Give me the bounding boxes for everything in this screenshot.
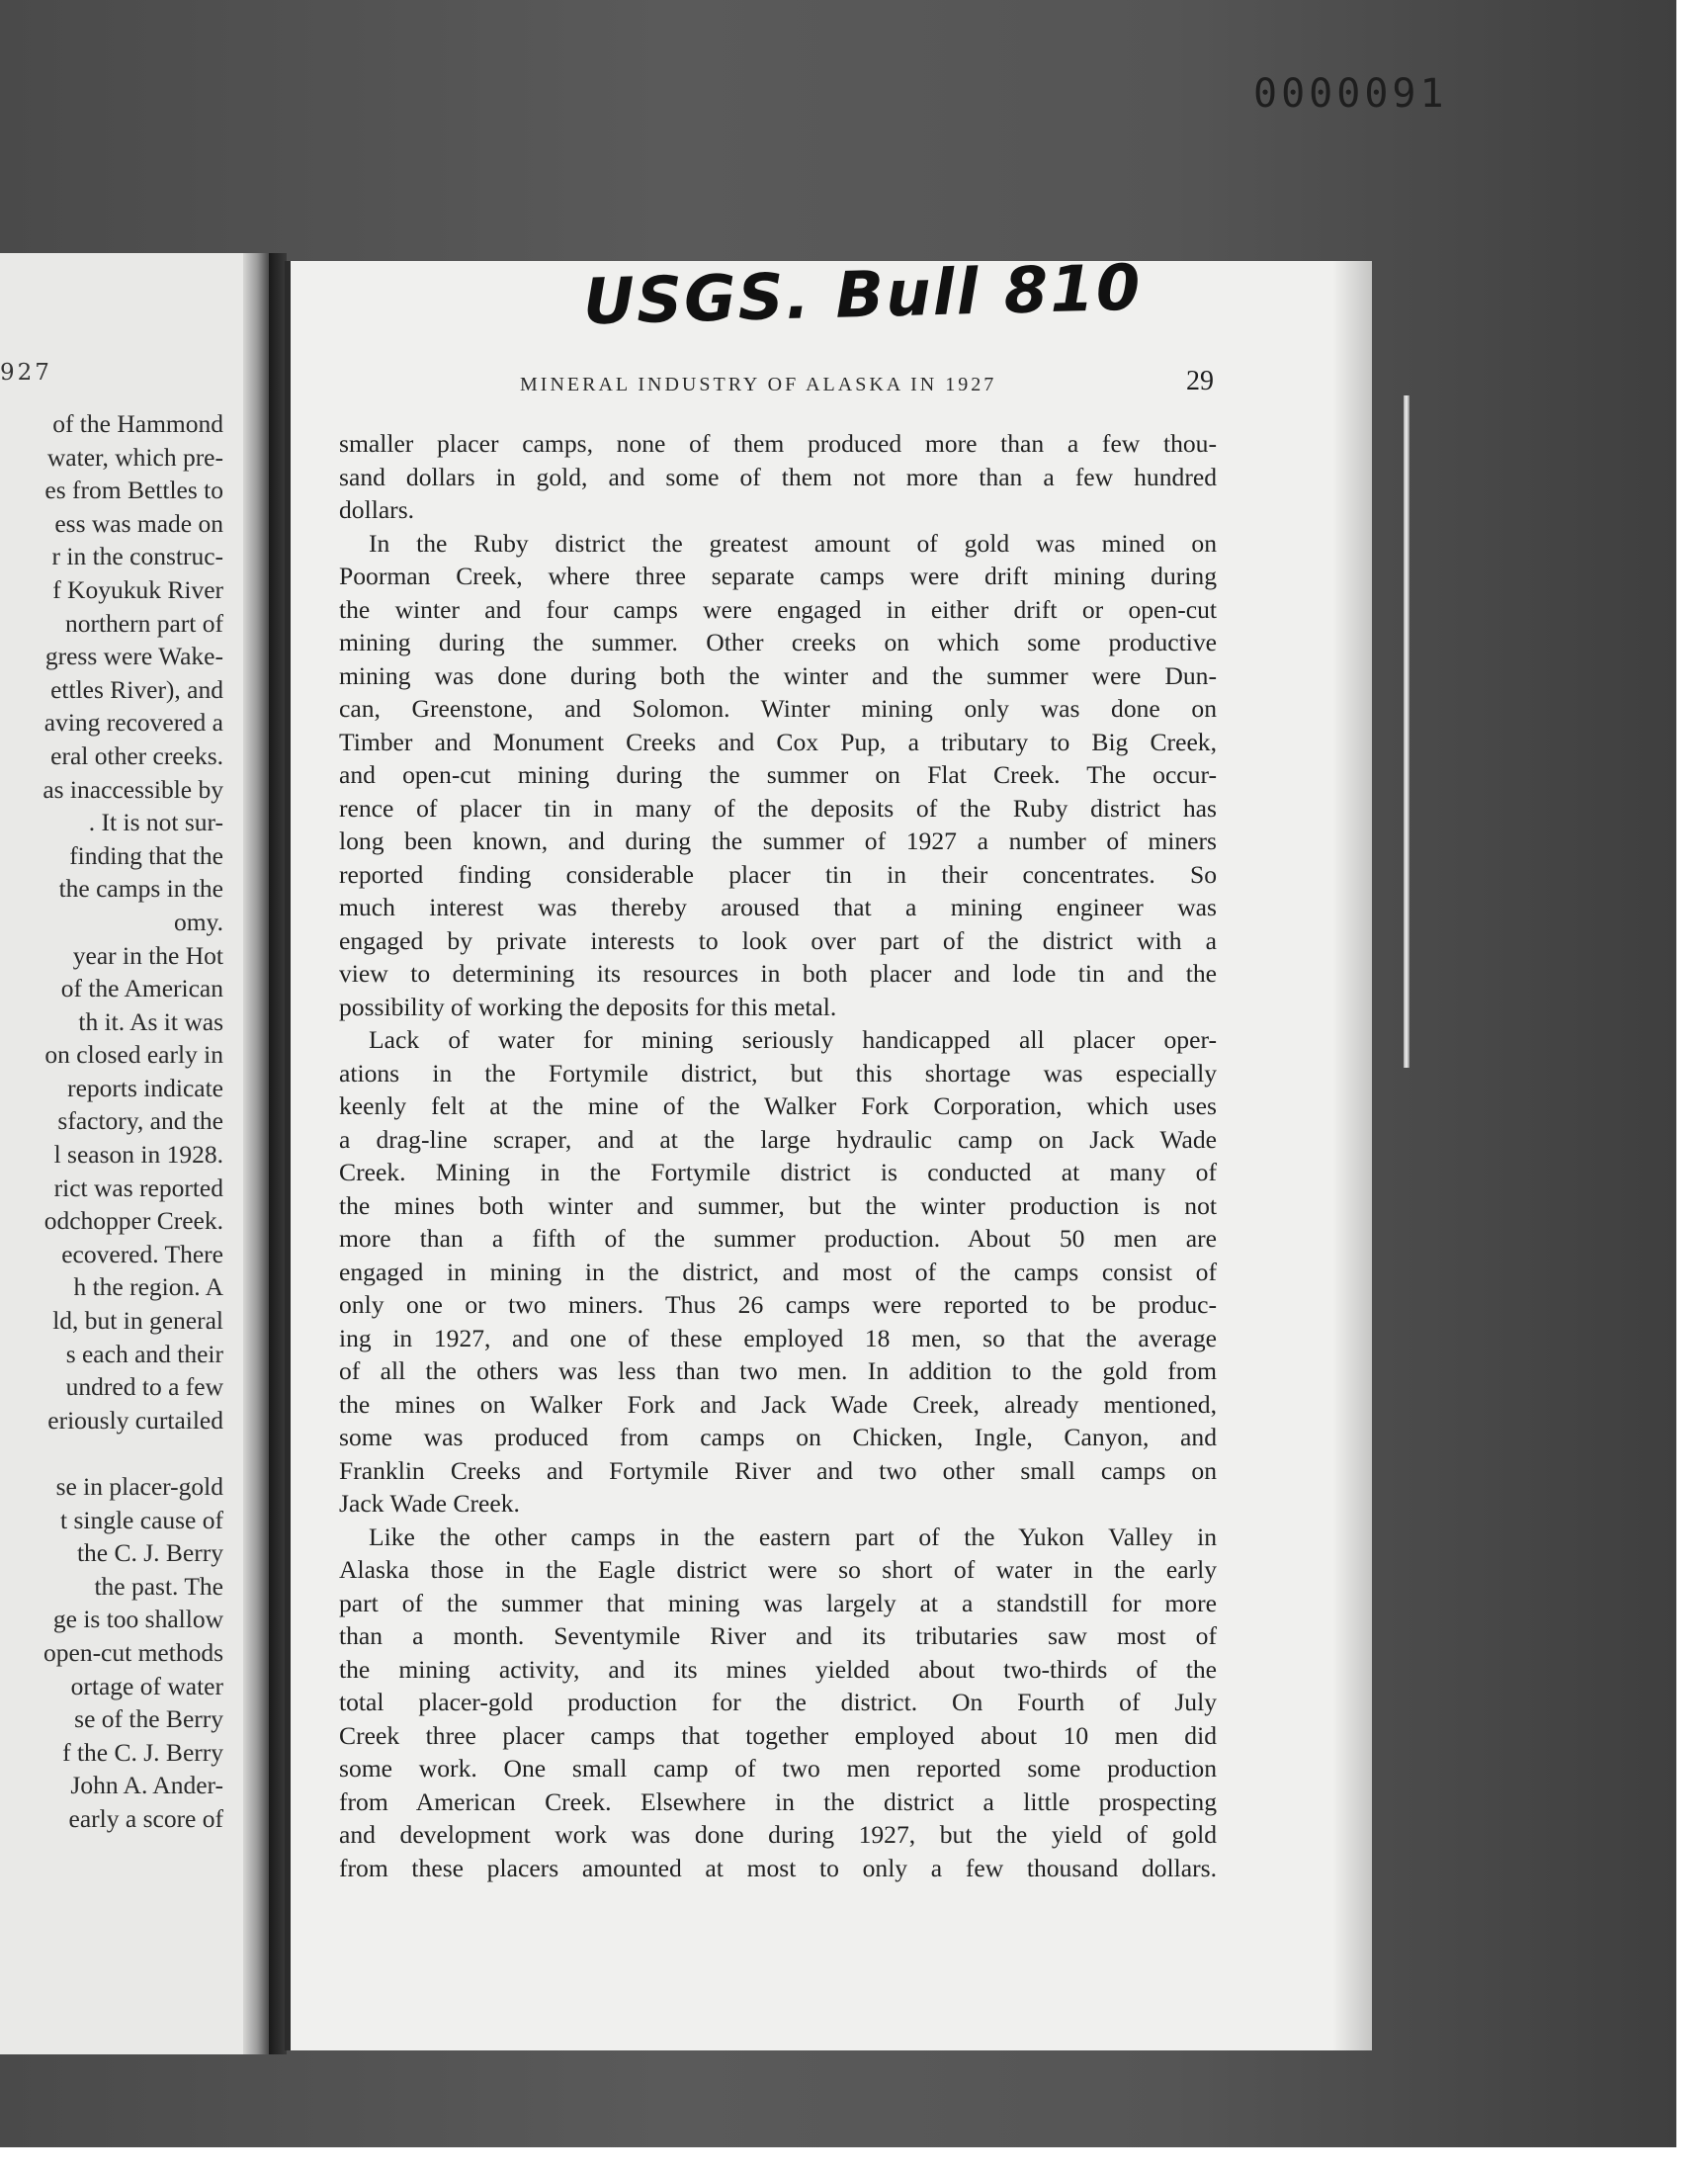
text-line: mining during the summer. Other creeks on which some productive <box>339 628 1217 656</box>
text-line: Creek three placer camps that together employed about 10 men did <box>339 1720 1217 1750</box>
handwritten-annotation: USGS. Bull 810 <box>582 251 1144 340</box>
facing-page-line: omy. <box>173 907 223 936</box>
facing-page-line: finding that the <box>69 840 223 870</box>
facing-page-line: eral other creeks. <box>50 740 223 770</box>
facing-page-line: water, which pre- <box>46 442 223 472</box>
facing-page-line: odchopper Creek. <box>43 1206 223 1236</box>
stamp-number: 0000091 <box>1253 71 1448 117</box>
text-line: long been known, and during the summer of 1927 a number of miners <box>339 826 1217 855</box>
text-line: from American Creek. Elsewhere in the district a little prospecting <box>339 1786 1217 1816</box>
text-line: rence of placer tin in many of the deposits of the Ruby district has <box>339 793 1217 823</box>
text-line: the winter and four camps were engaged in either drift or open-cut <box>339 594 1217 624</box>
text-line: part of the summer that mining was largely at a standstill for more <box>339 1588 1217 1617</box>
text-line: the mines on Walker Fork and Jack Wade Creek, already mentioned, <box>339 1389 1217 1419</box>
page-folio: 29 <box>1186 366 1214 396</box>
facing-page-line: rict was reported <box>53 1173 223 1202</box>
facing-page-line: aving recovered a <box>43 708 223 738</box>
facing-page-line: John A. Ander- <box>70 1771 223 1800</box>
text-line: total placer-gold production for the district. On Fourth of July <box>339 1688 1217 1716</box>
text-line: a drag-line scraper, and at the large hydraulic camp on Jack Wade <box>339 1124 1217 1154</box>
facing-page-line: year in the Hot <box>72 940 223 970</box>
facing-page-text <box>43 407 223 1836</box>
text-line: some was produced from camps on Chicken, Ingle, Canyon, and <box>339 1423 1217 1451</box>
facing-page-line: ortage of water <box>70 1671 223 1700</box>
facing-page-line: s each and their <box>65 1339 223 1368</box>
facing-page-line: undred to a few <box>65 1372 223 1402</box>
text-line: dollars. <box>339 495 415 524</box>
facing-page-line: on closed early in <box>44 1040 223 1070</box>
text-line: In the Ruby district the greatest amount of gold was mined on <box>369 528 1217 558</box>
facing-page-line: ge is too shallow <box>52 1605 223 1634</box>
facing-page-line: northern part of <box>64 608 223 638</box>
text-line: keenly felt at the mine of the Walker Fork Corporation, which uses <box>339 1091 1217 1120</box>
text-line: sand dollars in gold, and some of them not more than a few hundred <box>339 462 1217 491</box>
text-line: ations in the Fortymile district, but this shortage was especially <box>339 1058 1217 1088</box>
text-line: mining was done during both the winter and the summer were Dun- <box>339 660 1217 690</box>
text-line: smaller placer camps, none of them produced more than a few thou- <box>339 429 1217 458</box>
facing-page-line: the camps in the <box>58 874 223 904</box>
text-line: and open-cut mining during the summer on Flat Creek. The occur- <box>339 760 1217 789</box>
text-line: Franklin Creeks and Fortymile River and two other small camps on <box>339 1455 1217 1485</box>
text-line: possibility of working the deposits for this metal. <box>339 992 837 1021</box>
running-head: MINERAL INDUSTRY OF ALASKA IN 1927 <box>520 374 997 395</box>
text-line: can, Greenstone, and Solomon. Winter mining only was done on <box>339 694 1217 723</box>
text-line: Alaska those in the Eagle district were so short of water in the early <box>339 1555 1217 1584</box>
facing-page-line: ld, but in general <box>52 1306 223 1336</box>
facing-page-line: l season in 1928. <box>53 1140 223 1170</box>
facing-page-line: . It is not sur- <box>88 808 223 837</box>
text-line: reported finding considerable placer tin in their concentrates. So <box>339 859 1217 889</box>
text-line: of all the others was less than two men. In addition to the gold from <box>339 1356 1217 1385</box>
facing-page-line: f Koyukuk River <box>52 574 223 604</box>
body-text <box>339 427 1217 1884</box>
facing-page-line: h the region. A <box>73 1272 223 1302</box>
facing-page-line: the past. The <box>94 1571 223 1601</box>
text-line: ing in 1927, and one of these employed 18 men, so that the average <box>339 1323 1217 1352</box>
text-line: and development work was done during 1927, but the yield of gold <box>339 1820 1217 1849</box>
text-line: the mining activity, and its mines yielded about two-thirds of the <box>339 1654 1217 1684</box>
facing-page-line: reports indicate <box>67 1073 223 1102</box>
facing-page-line: ess was made on <box>54 508 223 538</box>
facing-page-line: ecovered. There <box>61 1239 223 1268</box>
facing-page-line: es from Bettles to <box>44 476 223 505</box>
facing-page-fragment <box>0 253 269 2054</box>
facing-page-line: as inaccessible by <box>43 774 223 804</box>
facing-page-line: open-cut methods <box>43 1637 223 1667</box>
text-line: engaged by private interests to look over part of the district with a <box>339 925 1217 955</box>
facing-page-header: 927 <box>0 360 52 386</box>
text-line: Creek. Mining in the Fortymile district is conducted at many of <box>339 1158 1217 1186</box>
text-line: some work. One small camp of two men reported some production <box>339 1754 1217 1783</box>
facing-page-line: th it. As it was <box>78 1006 223 1036</box>
facing-page-line: of the American <box>60 974 223 1003</box>
text-line: view to determining its resources in both placer and lode tin and the <box>339 959 1217 988</box>
facing-page-line: eriously curtailed <box>47 1405 223 1435</box>
facing-page-line: the C. J. Berry <box>76 1538 223 1568</box>
text-line: Like the other camps in the eastern part of the Yukon Valley in <box>369 1522 1217 1551</box>
facing-page-line: t single cause of <box>60 1505 223 1534</box>
text-line: the mines both winter and summer, but the winter production is not <box>339 1190 1217 1220</box>
text-line: Poorman Creek, where three separate camps were drift mining during <box>339 562 1217 590</box>
text-line: only one or two miners. Thus 26 camps were reported to be produc- <box>339 1290 1217 1319</box>
facing-page-line: se in placer-gold <box>55 1472 223 1501</box>
facing-page-line: of the Hammond <box>52 409 223 438</box>
text-line: from these placers amounted at most to only a few thousand dollars. <box>339 1853 1217 1882</box>
facing-page-gutter <box>243 253 269 2054</box>
facing-page-line: gress were Wake- <box>44 642 223 671</box>
text-line: Jack Wade Creek. <box>339 1489 520 1518</box>
facing-page-line <box>43 1436 223 1470</box>
page-edge-shade <box>1332 261 1372 2050</box>
text-line: Timber and Monument Creeks and Cox Pup, a tributary to Big Creek, <box>339 727 1217 756</box>
facing-page-line: r in the construc- <box>51 542 223 571</box>
facing-page-line: ettles River), and <box>50 674 223 704</box>
text-line: engaged in mining in the district, and most of the camps consist of <box>339 1257 1217 1286</box>
facing-page-line: early a score of <box>68 1803 223 1833</box>
facing-page-line: se of the Berry <box>74 1704 223 1734</box>
text-line: more than a fifth of the summer production. About 50 men are <box>339 1224 1217 1253</box>
page-edge-mark <box>1404 395 1409 1068</box>
facing-page-line: f the C. J. Berry <box>62 1737 223 1767</box>
text-line: Lack of water for mining seriously handicapped all placer oper- <box>369 1025 1217 1054</box>
facing-page-line: sfactory, and the <box>57 1106 223 1136</box>
text-line: much interest was thereby aroused that a mining engineer was <box>339 893 1217 921</box>
text-line: than a month. Seventymile River and its tributaries saw most of <box>339 1621 1217 1650</box>
